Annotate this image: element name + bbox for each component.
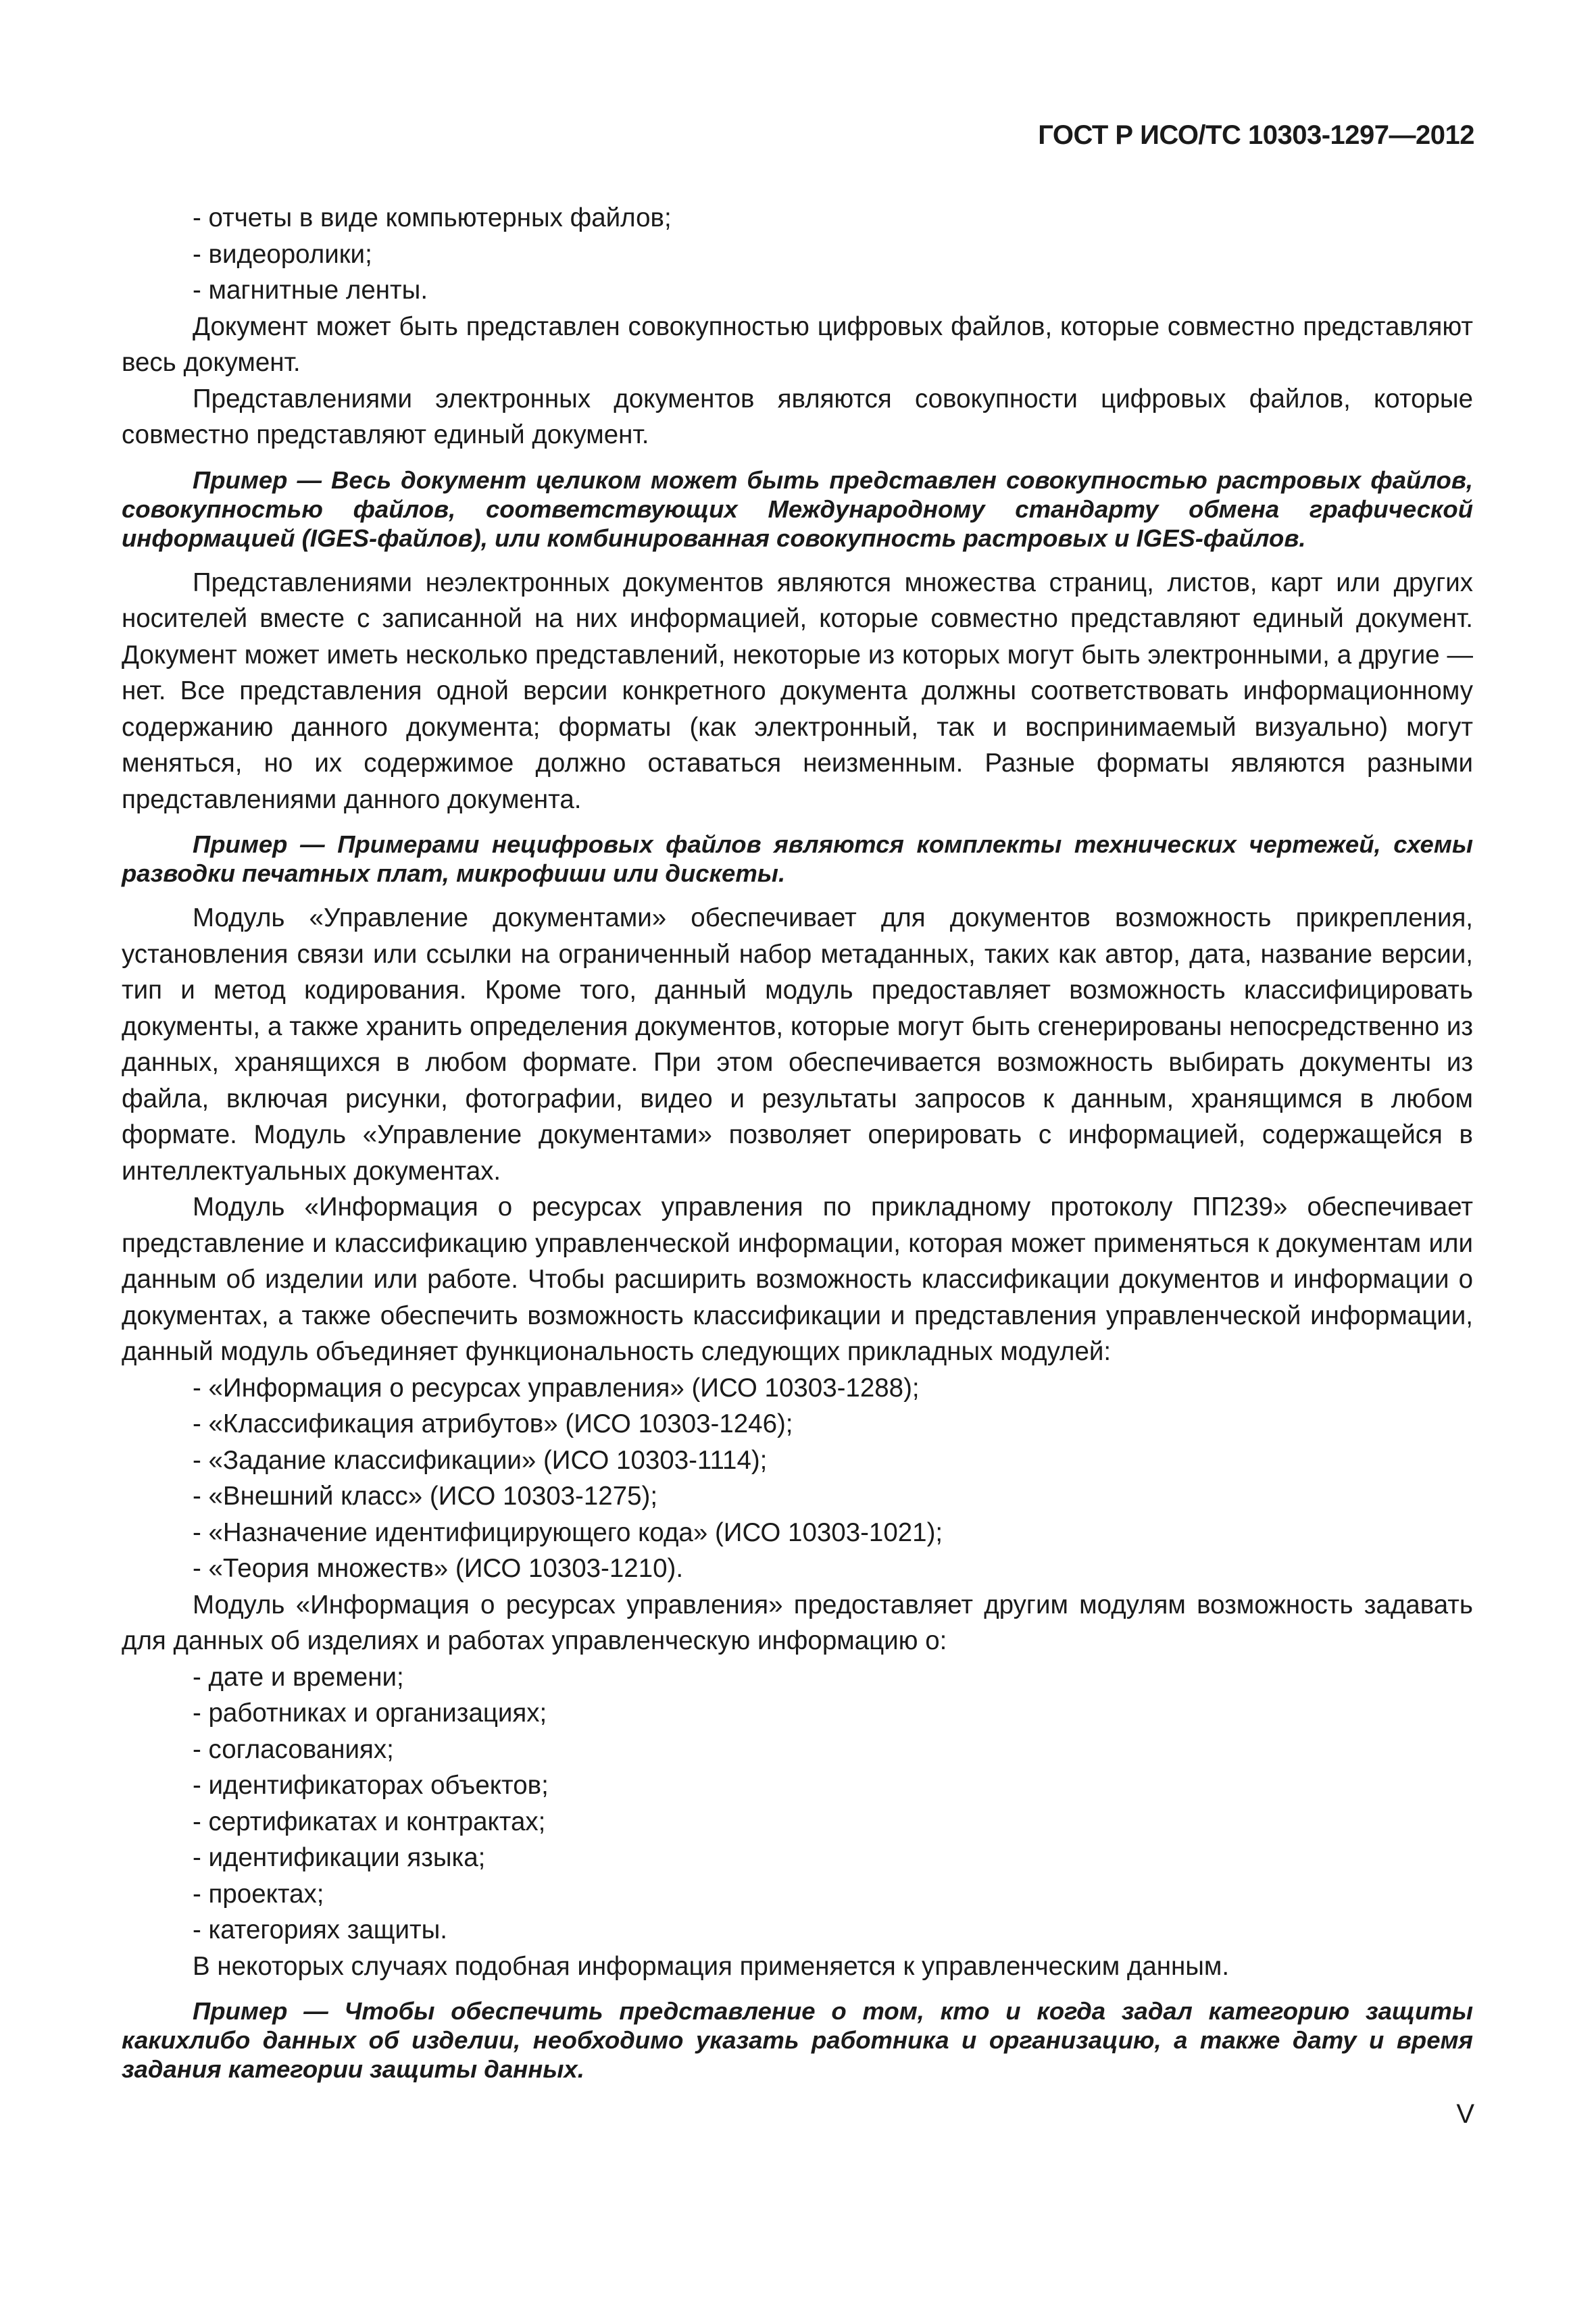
list-item: - «Классификация атрибутов» (ИСО 10303-1246); [193, 1409, 793, 1438]
example-note: Пример — Весь документ целиком может быть представлен совокупностью растровых файлов, совокупностью файлов, соответствующих Международному стандарту обмена графической информацией (IGES-файлов), или комбинированная совокупность растровых и IGES-файлов. [122, 466, 1473, 552]
list-item: - магнитные ленты. [193, 276, 428, 305]
list-item: - дате и времени; [193, 1662, 404, 1692]
paragraph: Модуль «Управление документами» обеспечивает для документов возможность прикрепления, установления связи или ссылки на ограниченный набор метаданных, таких как автор, дата, название версии, тип и метод кодирования. Кроме того, данный модуль предоставляет возможность классифицировать документы, а также хранить определения документов, которые могут быть сгенерированы непосредственно из данных, хранящихся в любом формате. При этом обеспечивается возможность выбирать документы из файла, включая рисунки, фотографии, видео и результаты запросов к данным, хранящимся в любом формате. Модуль «Управление документами» позволяет оперировать с информацией, содержащейся в интеллектуальных документах. [122, 903, 1473, 1186]
paragraph: Представлениями электронных документов являются совокупности цифровых файлов, которые совместно представляют единый документ. [122, 384, 1473, 449]
page-content [122, 200, 1473, 2084]
list-item: - «Назначение идентифицирующего кода» (ИСО 10303-1021); [193, 1517, 943, 1547]
list-item: - идентификации языка; [193, 1843, 486, 1872]
list-item: - «Внешний класс» (ИСО 10303-1275); [193, 1482, 658, 1511]
list-item: - согласованиях; [193, 1734, 394, 1764]
paragraph: Документ может быть представлен совокупностью цифровых файлов, которые совместно представляют весь документ. [122, 311, 1473, 377]
list-item: - видеоролики; [193, 239, 372, 269]
list-item: - категориях защиты. [193, 1915, 447, 1944]
list-item: - «Задание классификации» (ИСО 10303-1114); [193, 1445, 768, 1475]
list-item: - отчеты в виде компьютерных файлов; [193, 203, 672, 232]
page-number: V [1456, 2099, 1474, 2129]
list-item: - проектах; [193, 1879, 324, 1909]
list-item: - «Теория множеств» (ИСО 10303-1210). [193, 1554, 684, 1583]
example-note: Пример — Чтобы обеспечить представление о том, кто и когда задал категорию защиты какихлибо данных об изделии, необходимо указать работника и организацию, а также дату и время задания категории защиты данных. [122, 1997, 1473, 2083]
paragraph: Представлениями неэлектронных документов являются множества страниц, листов, карт или других носителей вместе с записанной на них информацией, которые совместно представляют единый документ. Документ может иметь несколько представлений, некоторые из которых могут быть электронными, а другие — нет. Все представления одной версии конкретного документа должны соответствовать информационному содержанию данного документа; форматы (как электронный, так и воспринимаемый визуально) могут меняться, но их содержимое должно оставаться неизменным. Разные форматы являются разными представлениями данного документа. [122, 568, 1473, 814]
paragraph: Модуль «Информация о ресурсах управления по прикладному протоколу ПП239» обеспечивает представление и классификацию управленческой информации, которая может применяться к документам или данным об изделии или работе. Чтобы расширить возможность классификации документов и информации о документах, а также обеспечить возможность классификации и представления управленческой информации, данный модуль объединяет функциональность следующих прикладных модулей: [122, 1192, 1473, 1366]
list-item: - сертификатах и контрактах; [193, 1807, 546, 1836]
list-item: - «Информация о ресурсах управления» (ИСО 10303-1288); [193, 1373, 920, 1403]
paragraph: Модуль «Информация о ресурсах управления» предоставляет другим модулям возможность задавать для данных об изделиях и работах управленческую информацию о: [122, 1590, 1473, 1655]
example-note: Пример — Примерами нецифровых файлов являются комплекты технических чертежей, схемы разводки печатных плат, микрофиши или дискеты. [122, 830, 1473, 887]
list-item: - работниках и организациях; [193, 1699, 547, 1728]
paragraph: В некоторых случаях подобная информация применяется к управленческим данным. [193, 1951, 1230, 1981]
list-item: - идентификаторах объектов; [193, 1771, 549, 1800]
standard-header: ГОСТ Р ИСО/ТС 10303-1297—2012 [1038, 120, 1474, 150]
